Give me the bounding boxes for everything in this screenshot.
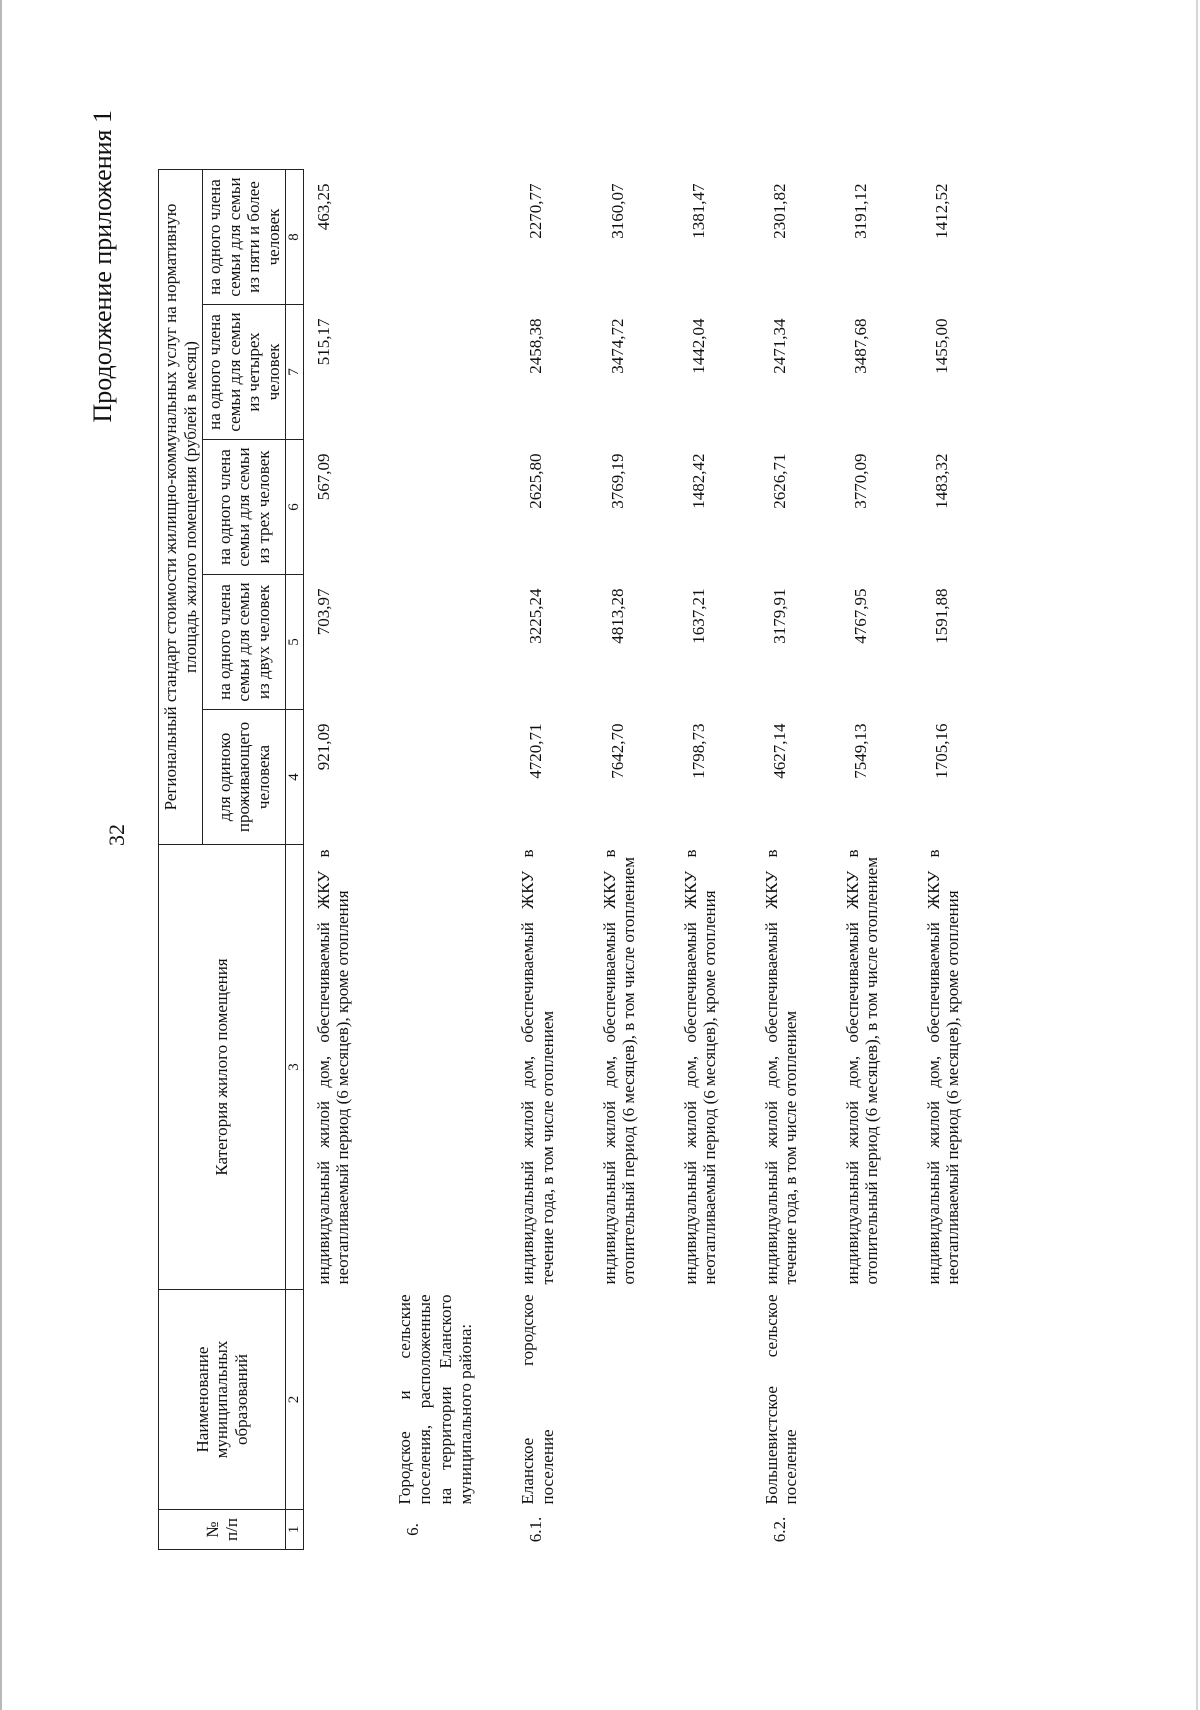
value-five: 1412,52 bbox=[931, 183, 951, 239]
value-single: 4627,14 bbox=[769, 723, 789, 779]
municipality-name bbox=[598, 1290, 641, 1510]
value-four: 515,17 bbox=[313, 318, 333, 366]
value-three: 1482,42 bbox=[688, 453, 708, 509]
column-number: 1 bbox=[286, 1510, 304, 1550]
housing-category: индивидуальный жилой дом, обеспечиваемый ЖКУ в течение года, в том числе отоплением bbox=[518, 849, 557, 1285]
table-row bbox=[760, 170, 803, 1550]
value-two: 4767,95 bbox=[850, 588, 870, 644]
value-five: 1381,47 bbox=[688, 183, 708, 239]
value-two: 1591,88 bbox=[931, 588, 951, 644]
header-col-category: Категория жилого помещения bbox=[159, 845, 286, 1290]
page-number: 32 bbox=[104, 824, 129, 846]
value-five: 2270,77 bbox=[526, 183, 546, 239]
table-row bbox=[841, 170, 884, 1550]
value-two bbox=[393, 575, 479, 710]
header-sub-two: на одного члена семьи для семьи из двух человек bbox=[203, 575, 286, 710]
header-group-standard: Региональный стандарт стоимости жилищно-коммунальных услуг на нормативную площадь жилого помещения (рублей в месяц) bbox=[159, 170, 203, 845]
value-three: 3769,19 bbox=[607, 453, 627, 509]
row-number: 6.1. bbox=[526, 1516, 546, 1543]
value-three bbox=[393, 440, 479, 575]
appendix-caption: Продолжение приложения 1 bbox=[88, 110, 117, 423]
header-sub-five: на одного члена семьи для семьи из пяти и более человек bbox=[203, 170, 286, 305]
header-sub-single: для одиноко проживающего человека bbox=[203, 710, 286, 845]
row-number bbox=[303, 1510, 355, 1550]
row-number bbox=[922, 1510, 965, 1550]
header-col-municipality: Наименование муниципальных образований bbox=[159, 1290, 286, 1510]
value-single: 4720,71 bbox=[526, 723, 546, 779]
housing-category: индивидуальный жилой дом, обеспечиваемый ЖКУ в течение года, в том числе отоплением bbox=[761, 849, 801, 1285]
column-number: 7 bbox=[286, 305, 304, 440]
value-four: 1442,04 bbox=[688, 318, 708, 374]
table-row bbox=[598, 170, 641, 1550]
header-sub-three: на одного члена семьи для семьи из трех человек bbox=[203, 440, 286, 575]
row-number: 6.2. bbox=[769, 1516, 789, 1543]
value-two: 3179,91 bbox=[769, 588, 789, 644]
value-four: 2471,34 bbox=[769, 318, 789, 374]
value-single: 1705,16 bbox=[931, 723, 951, 779]
value-two: 703,97 bbox=[313, 588, 333, 636]
housing-category: индивидуальный жилой дом, обеспечиваемый ЖКУ в неотапливаемый период (6 месяцев), кроме отопления bbox=[923, 849, 963, 1285]
table-row bbox=[516, 170, 559, 1550]
municipality-name: Еланское городское поселение bbox=[518, 1294, 557, 1505]
column-number: 2 bbox=[286, 1290, 304, 1510]
row-number bbox=[598, 1510, 641, 1550]
housing-category: индивидуальный жилой дом, обеспечиваемый ЖКУ в неотапливаемый период (6 месяцев), кроме отопления bbox=[313, 849, 353, 1285]
municipality-name bbox=[841, 1290, 884, 1510]
value-four: 2458,38 bbox=[526, 318, 546, 374]
table-row bbox=[393, 170, 479, 1550]
municipality-name bbox=[679, 1290, 722, 1510]
value-five: 3191,12 bbox=[850, 183, 870, 239]
row-number bbox=[679, 1510, 722, 1550]
value-four: 3487,68 bbox=[850, 318, 870, 374]
value-five: 2301,82 bbox=[769, 183, 789, 239]
value-four: 3474,72 bbox=[607, 318, 627, 374]
value-two: 4813,28 bbox=[607, 588, 627, 644]
row-number bbox=[841, 1510, 884, 1550]
value-four bbox=[393, 305, 479, 440]
value-single: 7549,13 bbox=[850, 723, 870, 779]
value-single: 1798,73 bbox=[688, 723, 708, 779]
value-single bbox=[393, 710, 479, 845]
value-five: 463,25 bbox=[313, 183, 333, 231]
municipality-name: Большевистское сельское поселение bbox=[761, 1294, 801, 1505]
value-three: 2625,80 bbox=[526, 453, 546, 509]
value-four: 1455,00 bbox=[931, 318, 951, 374]
value-three: 1483,32 bbox=[931, 453, 951, 509]
value-five: 3160,07 bbox=[607, 183, 627, 239]
header-sub-four: на одного члена семьи для семьи из четырех человек bbox=[203, 305, 286, 440]
header-col-number: № п/п bbox=[159, 1510, 286, 1550]
column-number: 6 bbox=[286, 440, 304, 575]
column-number: 8 bbox=[286, 170, 304, 305]
value-two: 1637,21 bbox=[688, 588, 708, 644]
housing-category bbox=[393, 845, 479, 1290]
value-single: 921,09 bbox=[313, 723, 333, 771]
housing-category: индивидуальный жилой дом, обеспечиваемый ЖКУ в отопительный период (6 месяцев), в том числе отоплением bbox=[842, 849, 882, 1285]
table-row bbox=[922, 170, 965, 1550]
table-row bbox=[303, 170, 355, 1550]
value-three: 2626,71 bbox=[769, 453, 789, 509]
housing-standard-table bbox=[158, 169, 965, 1550]
column-number: 3 bbox=[286, 845, 304, 1290]
housing-category: индивидуальный жилой дом, обеспечиваемый ЖКУ в неотапливаемый период (6 месяцев), кроме отопления bbox=[680, 849, 720, 1285]
table-row bbox=[679, 170, 722, 1550]
municipality-name bbox=[303, 1290, 355, 1510]
column-number: 4 bbox=[286, 710, 304, 845]
value-five bbox=[393, 170, 479, 305]
column-number: 5 bbox=[286, 575, 304, 710]
municipality-name: Городское и сельские поселения, расположенные на территории Еланского муниципального района: bbox=[394, 1294, 476, 1505]
value-single: 7642,70 bbox=[607, 723, 627, 779]
value-three: 3770,09 bbox=[850, 453, 870, 509]
municipality-name bbox=[922, 1290, 965, 1510]
value-two: 3225,24 bbox=[526, 588, 546, 644]
housing-category: индивидуальный жилой дом, обеспечиваемый ЖКУ в отопительный период (6 месяцев), в том числе отоплением bbox=[599, 849, 639, 1285]
value-three: 567,09 bbox=[313, 453, 333, 501]
row-number: 6. bbox=[402, 1523, 422, 1536]
